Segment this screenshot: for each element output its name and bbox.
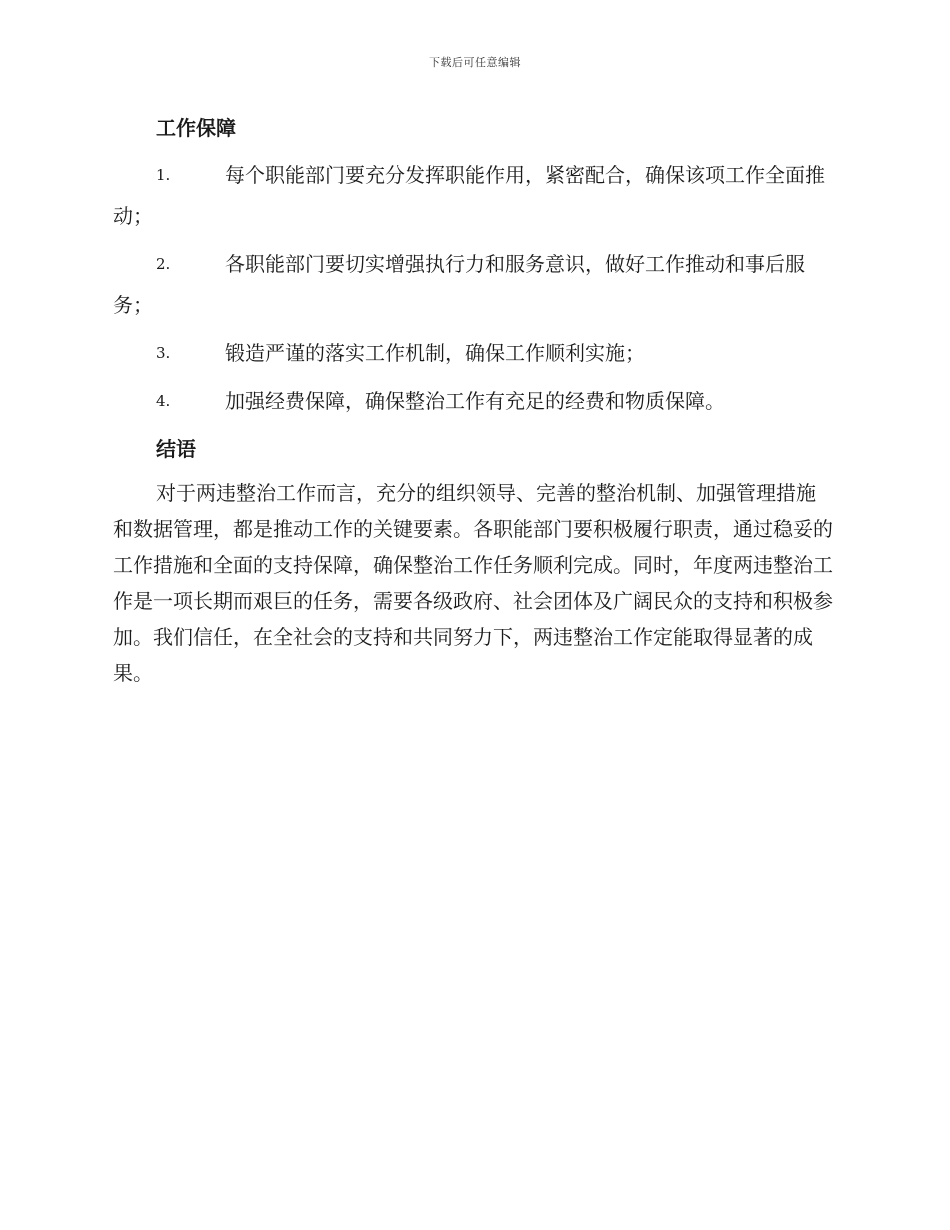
- list-item-number: 1.: [156, 166, 171, 184]
- list-item: [113, 381, 833, 422]
- list-item: [113, 333, 833, 374]
- list-item-text: 加强经费保障，确保整治工作有充足的经费和物质保障。: [225, 389, 725, 413]
- list-item-text: 每个职能部门要充分发挥职能作用，紧密配合，确保该项工作全面推动；: [113, 163, 825, 228]
- list-item-text: 各职能部门要切实增强执行力和服务意识，做好工作推动和事后服务；: [113, 252, 805, 317]
- header-note: 下载后可任意编辑: [429, 56, 521, 69]
- section-heading-guarantee: 工作保障: [156, 116, 236, 140]
- list-item: [113, 155, 833, 237]
- conclusion-paragraph: 对于两违整治工作而言，充分的组织领导、完善的整治机制、加强管理措施和数据管理，都是推动工作的关键要素。各职能部门要积极履行职责，通过稳妥的工作措施和全面的支持保障，确保整治工作任务顺利完成。同时，年度两违整治工作是一项长期而艰巨的任务，需要各级政府、社会团体及广阔民众的支持和积极参加。我们信任，在全社会的支持和共同努力下，两违整治工作定能取得显著的成果。: [113, 481, 833, 685]
- list-item: [113, 244, 833, 326]
- list-item-number: 2.: [156, 255, 171, 273]
- list-item-text: 锻造严谨的落实工作机制，确保工作顺利实施；: [225, 341, 645, 365]
- document-body: [113, 108, 833, 691]
- list-item-number: 3.: [156, 344, 171, 362]
- list-item-number: 4.: [156, 392, 171, 410]
- section-heading-conclusion: 结语: [156, 437, 196, 461]
